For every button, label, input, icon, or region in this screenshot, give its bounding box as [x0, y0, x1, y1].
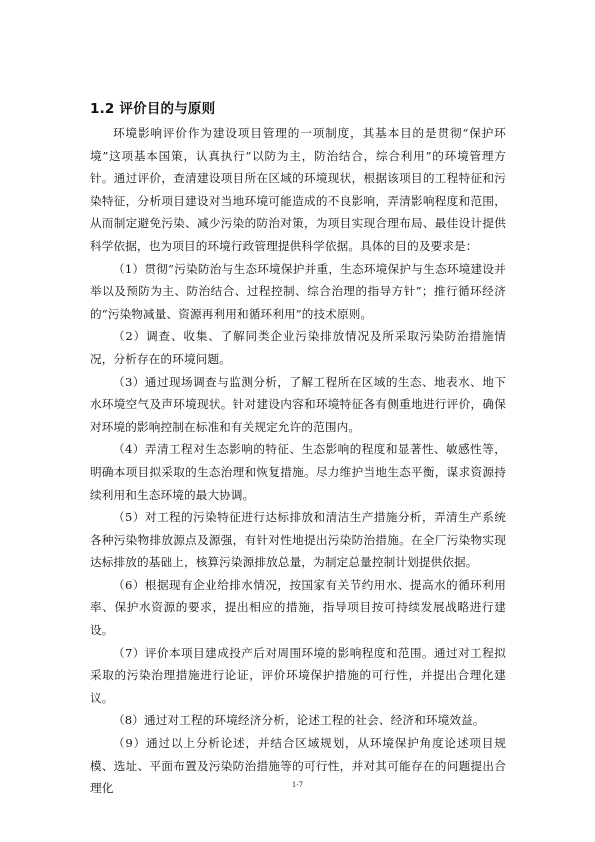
- paragraph-item-3: （3）通过现场调查与监测分析，了解工程所在区域的生态、地表水、地下水环境空气及声环境现状。针对建设内容和环境特征各有侧重地进行评价，确保对环境的影响控制在标准和有关规定允许的范围内。: [90, 374, 506, 434]
- page-number: 1-7: [291, 781, 304, 789]
- paragraph-item-2: （2）调查、收集、了解同类企业污染排放情况及所采取污染防治措施情况，分析存在的环境问题。: [90, 329, 506, 366]
- paragraph-item-9: （9）通过以上分析论述，并结合区域规划，从环境保护角度论述项目规模、选址、平面布置及污染防治措施等的可行性，并对其可能存在的问题提出合理化: [90, 736, 506, 796]
- paragraph-intro: 环境影响评价作为建设项目管理的一项制度，其基本目的是贯彻“保护环境”这项基本国策，认真执行“以防为主，防治结合，综合利用”的环境管理方针。通过评价，查清建设项目所在区域的环境现状，根据该项目的工程特征和污染特征，分析项目建设对当地环境可能造成的不良影响，弄清影响程度和范围，从而制定避免污染、减少污染的防治对策，为项目实现合理布局、最佳设计提供科学依据，也为项目的环境行政管理提供科学依据。具体的目的及要求是：: [90, 126, 506, 253]
- paragraph-item-4: （4）弄清工程对生态影响的特征、生态影响的程度和显著性、敏感性等，明确本项目拟采取的生态治理和恢复措施。尽力维护当地生态平衡，谋求资源持续利用和生态环境的最大协调。: [90, 442, 506, 502]
- body-text: [90, 122, 506, 800]
- section-heading: 1.2 评价目的与原则: [90, 101, 216, 117]
- paragraph-item-5: （5）对工程的污染特征进行达标排放和清洁生产措施分析，弄清生产系统各种污染物排放源点及源强，有针对性地提出污染防治措施。在全厂污染物实现达标排放的基础上，核算污染源排放总量，为制定总量控制计划提供依据。: [90, 510, 506, 570]
- paragraph-item-1: （1）贯彻“污染防治与生态环境保护并重，生态环境保护与生态环境建设并举以及预防为主、防治结合、过程控制、综合治理的指导方针”；推行循环经济的“污染物减量、资源再利用和循环利用”的技术原则。: [90, 261, 506, 321]
- paragraph-item-8: （8）通过对工程的环境经济分析，论述工程的社会、经济和环境效益。: [113, 713, 485, 728]
- paragraph-item-7: （7）评价本项目建成投产后对周围环境的影响程度和范围。通过对工程拟采取的污染治理措施进行论证，评价环境保护措施的可行性，并提出合理化建议。: [90, 645, 506, 705]
- paragraph-item-6: （6）根据现有企业给排水情况，按国家有关节约用水、提高水的循环利用率、保护水资源的要求，提出相应的措施，指导项目按可持续发展战略进行建设。: [90, 577, 506, 638]
